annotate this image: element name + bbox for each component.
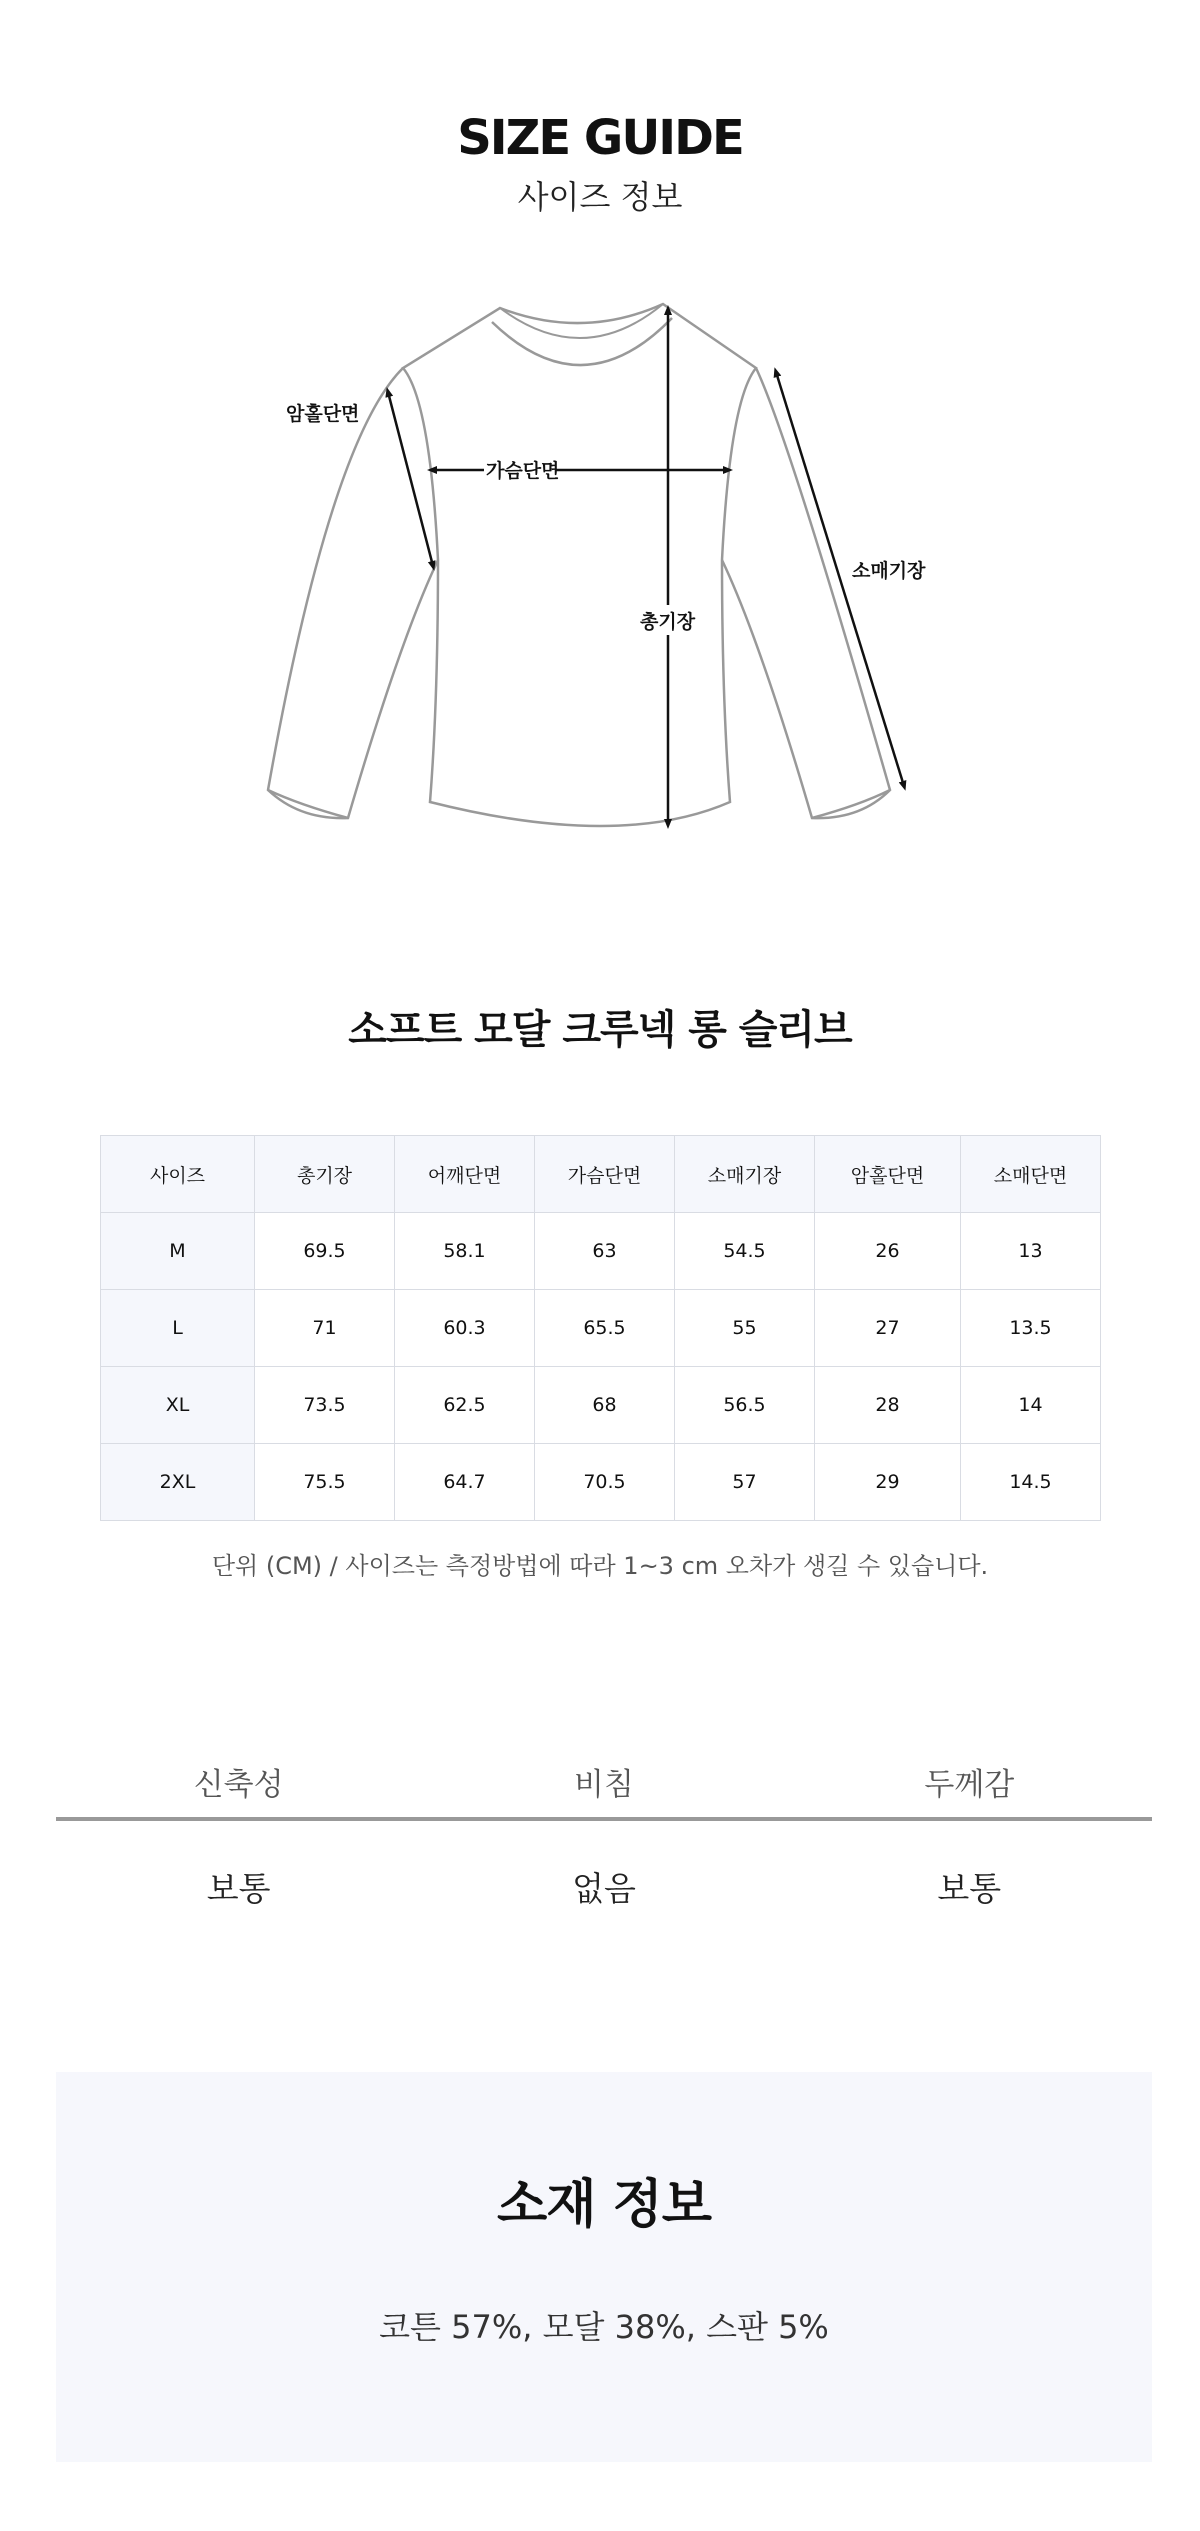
sheerness-header: 비침 xyxy=(574,1766,634,1803)
fabric-attributes xyxy=(56,1745,1152,1951)
table-cell: 71 xyxy=(255,1290,395,1367)
shirt-outline xyxy=(268,304,890,826)
table-cell: 57 xyxy=(675,1444,815,1521)
page-subtitle: 사이즈 정보 xyxy=(517,178,683,216)
table-cell: 65.5 xyxy=(535,1290,675,1367)
table-cell: 14.5 xyxy=(961,1444,1101,1521)
table-cell: 26 xyxy=(815,1213,961,1290)
thickness-value: 보통 xyxy=(937,1868,1002,1908)
material-info-panel xyxy=(56,2072,1152,2462)
table-cell: 60.3 xyxy=(395,1290,535,1367)
table-cell: 69.5 xyxy=(255,1213,395,1290)
stretch-header: 신축성 xyxy=(193,1766,284,1803)
size-cell: 2XL xyxy=(101,1444,255,1521)
header-cell: 사이즈 xyxy=(101,1136,255,1213)
table-cell: 27 xyxy=(815,1290,961,1367)
header-cell: 소매기장 xyxy=(675,1136,815,1213)
sleeve-length-label: 소매기장 xyxy=(852,560,926,582)
table-cell: 55 xyxy=(675,1290,815,1367)
table-cell: 64.7 xyxy=(395,1444,535,1521)
size-table xyxy=(100,1135,1101,1521)
table-cell: 58.1 xyxy=(395,1213,535,1290)
chest-label: 가슴단면 xyxy=(486,460,560,482)
attribute-values xyxy=(56,1821,1152,1951)
table-cell: 13.5 xyxy=(961,1290,1101,1367)
armhole-arrow xyxy=(388,392,433,566)
table-cell: 62.5 xyxy=(395,1367,535,1444)
product-name: 소프트 모달 크루넥 롱 슬리브 xyxy=(348,1007,852,1053)
table-row xyxy=(101,1213,1101,1290)
table-row xyxy=(101,1290,1101,1367)
stretch-value: 보통 xyxy=(206,1868,271,1908)
table-header-row xyxy=(101,1136,1101,1213)
table-cell: 75.5 xyxy=(255,1444,395,1521)
table-row xyxy=(101,1444,1101,1521)
garment-diagram xyxy=(0,280,1200,880)
sheerness-value: 없음 xyxy=(572,1868,636,1908)
table-cell: 14 xyxy=(961,1367,1101,1444)
header-cell: 암홀단면 xyxy=(815,1136,961,1213)
table-cell: 56.5 xyxy=(675,1367,815,1444)
header-cell: 소매단면 xyxy=(961,1136,1101,1213)
header-cell: 가슴단면 xyxy=(535,1136,675,1213)
header-cell: 어깨단면 xyxy=(395,1136,535,1213)
table-note: 단위 (CM) / 사이즈는 측정방법에 따라 1~3 cm 오차가 생길 수 있습니다. xyxy=(211,1552,989,1580)
armhole-label: 암홀단면 xyxy=(286,403,360,425)
long-sleeve-illustration xyxy=(0,280,1200,880)
size-cell: XL xyxy=(101,1367,255,1444)
table-cell: 73.5 xyxy=(255,1367,395,1444)
table-cell: 70.5 xyxy=(535,1444,675,1521)
table-cell: 13 xyxy=(961,1213,1101,1290)
thickness-header: 두께감 xyxy=(924,1766,1015,1803)
total-length-label: 총기장 xyxy=(640,611,696,633)
material-title: 소재 정보 xyxy=(496,2175,712,2235)
table-cell: 28 xyxy=(815,1367,961,1444)
material-composition: 코튼 57%, 모달 38%, 스판 5% xyxy=(379,2308,829,2346)
table-cell: 63 xyxy=(535,1213,675,1290)
header-cell: 총기장 xyxy=(255,1136,395,1213)
size-cell: M xyxy=(101,1213,255,1290)
table-cell: 54.5 xyxy=(675,1213,815,1290)
table-cell: 29 xyxy=(815,1444,961,1521)
size-cell: L xyxy=(101,1290,255,1367)
table-cell: 68 xyxy=(535,1367,675,1444)
attribute-headers xyxy=(56,1745,1152,1817)
page-title: SIZE GUIDE xyxy=(457,110,743,166)
table-row xyxy=(101,1367,1101,1444)
